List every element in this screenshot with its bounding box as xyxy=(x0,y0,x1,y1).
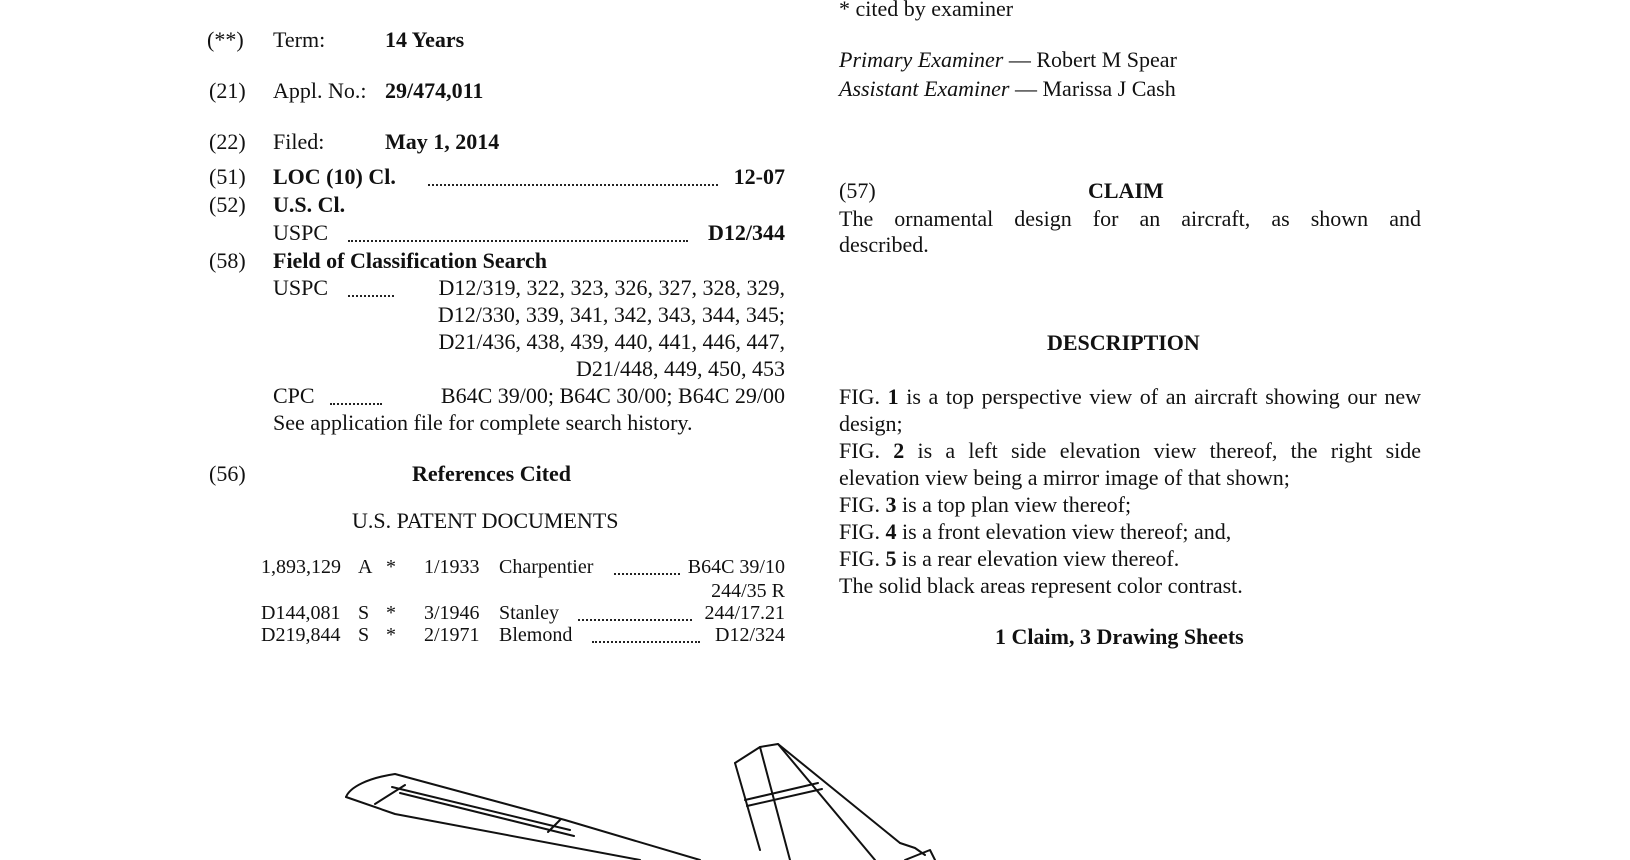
term-code: (**) xyxy=(207,27,244,52)
ref-kind: S xyxy=(358,624,370,646)
field-uspc-line: D21/436, 438, 439, 440, 441, 446, 447, xyxy=(438,329,785,354)
ref-number: D219,844 xyxy=(261,624,341,646)
fig-number: 4 xyxy=(885,519,897,544)
fig-prefix: FIG. xyxy=(839,438,880,463)
primary-examiner-name: — Robert M Spear xyxy=(1008,47,1177,72)
description-title: DESCRIPTION xyxy=(1047,330,1200,355)
fig3-line xyxy=(839,494,1131,516)
assistant-examiner xyxy=(839,78,1176,100)
search-history-note: See application file for complete search history. xyxy=(273,410,693,435)
loc-label: LOC (10) Cl. xyxy=(273,164,396,189)
fig2-text: is a left side elevation view thereof, the right side xyxy=(917,438,1422,463)
ref-star: * xyxy=(386,624,396,646)
ref-class: 244/17.21 xyxy=(704,602,785,624)
claims-drawing-sheets: 1 Claim, 3 Drawing Sheets xyxy=(995,624,1244,649)
aircraft-drawing xyxy=(0,690,1630,860)
fig-prefix: FIG. xyxy=(839,519,880,544)
cpc-value: B64C 39/00; B64C 30/00; B64C 29/00 xyxy=(440,383,785,408)
fig-number: 3 xyxy=(885,492,897,517)
tail-fin-outline xyxy=(735,744,935,860)
ref-number: 1,893,129 xyxy=(261,556,341,578)
claim-code: (57) xyxy=(839,178,876,203)
fig4-line xyxy=(839,521,1231,543)
field-uspc-line: D21/448, 449, 450, 453 xyxy=(576,356,785,381)
ref-name: Blemond xyxy=(499,624,573,646)
fig1-line xyxy=(839,386,1421,408)
term-label: Term: xyxy=(273,27,326,52)
ref-class: B64C 39/10 xyxy=(687,556,785,578)
fig3-text: is a top plan view thereof; xyxy=(901,492,1132,517)
filed-date: May 1, 2014 xyxy=(385,129,500,154)
field-uspc-line: D12/330, 339, 341, 342, 343, 344, 345; xyxy=(437,302,785,327)
ref-star: * xyxy=(386,556,396,578)
assistant-examiner-name: — Marissa J Cash xyxy=(1015,76,1176,101)
assistant-examiner-label: Assistant Examiner xyxy=(839,76,1010,101)
us-patent-docs-heading: U.S. PATENT DOCUMENTS xyxy=(352,508,619,533)
fig-prefix: FIG. xyxy=(839,492,880,517)
appl-label: Appl. No.: xyxy=(273,78,367,103)
field-search-label: Field of Classification Search xyxy=(273,248,547,273)
field-uspc-label: USPC xyxy=(273,275,329,300)
loc-value: 12-07 xyxy=(733,164,785,189)
primary-examiner-label: Primary Examiner xyxy=(839,47,1004,72)
color-contrast-note: The solid black areas represent color contrast. xyxy=(839,573,1243,598)
filed-label: Filed: xyxy=(273,129,325,154)
uscl-uspc-label: USPC xyxy=(273,220,329,245)
references-code: (56) xyxy=(209,461,246,486)
primary-examiner xyxy=(839,49,1177,71)
ref-star: * xyxy=(386,602,396,624)
fig-number: 2 xyxy=(893,438,905,463)
fig5-line xyxy=(839,548,1179,570)
appl-number: 29/474,011 xyxy=(385,78,484,103)
fig5-text: is a rear elevation view thereof. xyxy=(901,546,1180,571)
references-title: References Cited xyxy=(412,461,572,486)
ref-class-secondary: 244/35 R xyxy=(711,580,785,602)
uscl-label: U.S. Cl. xyxy=(273,192,346,217)
fig4-text: is a front elevation view thereof; and, xyxy=(901,519,1232,544)
ref-kind: A xyxy=(358,556,373,578)
appl-code: (21) xyxy=(209,78,246,103)
ref-class: D12/324 xyxy=(715,624,785,646)
claim-text-line: The ornamental design for an aircraft, as shown and xyxy=(839,206,1421,231)
cpc-label: CPC xyxy=(273,383,315,408)
ref-date: 3/1946 xyxy=(424,602,480,624)
ref-date: 2/1971 xyxy=(424,624,480,646)
ref-name: Charpentier xyxy=(499,556,594,578)
loc-code: (51) xyxy=(209,164,246,189)
uscl-value: D12/344 xyxy=(708,220,785,245)
ref-name: Stanley xyxy=(499,602,559,624)
claim-text-line: described. xyxy=(839,232,929,257)
claim-title: CLAIM xyxy=(1088,178,1164,203)
field-search-code: (58) xyxy=(209,248,246,273)
filed-code: (22) xyxy=(209,129,246,154)
uscl-code: (52) xyxy=(209,192,246,217)
fig1-text: is a top perspective view of an aircraft showing our new xyxy=(906,384,1422,409)
fig-number: 1 xyxy=(887,384,899,409)
ref-number: D144,081 xyxy=(261,602,341,624)
wing-outline xyxy=(346,774,700,860)
cited-by-examiner-note: * cited by examiner xyxy=(839,0,1014,21)
ref-kind: S xyxy=(358,602,370,624)
fig2-line xyxy=(839,440,1421,462)
ref-date: 1/1933 xyxy=(424,556,480,578)
fig1-text-cont: design; xyxy=(839,411,903,436)
fig-prefix: FIG. xyxy=(839,546,880,571)
fig-prefix: FIG. xyxy=(839,384,880,409)
fig2-text-cont: elevation view being a mirror image of that shown; xyxy=(839,465,1290,490)
field-uspc-line: D12/319, 322, 323, 326, 327, 328, 329, xyxy=(438,275,785,300)
term-value: 14 Years xyxy=(385,27,465,52)
fig-number: 5 xyxy=(885,546,897,571)
